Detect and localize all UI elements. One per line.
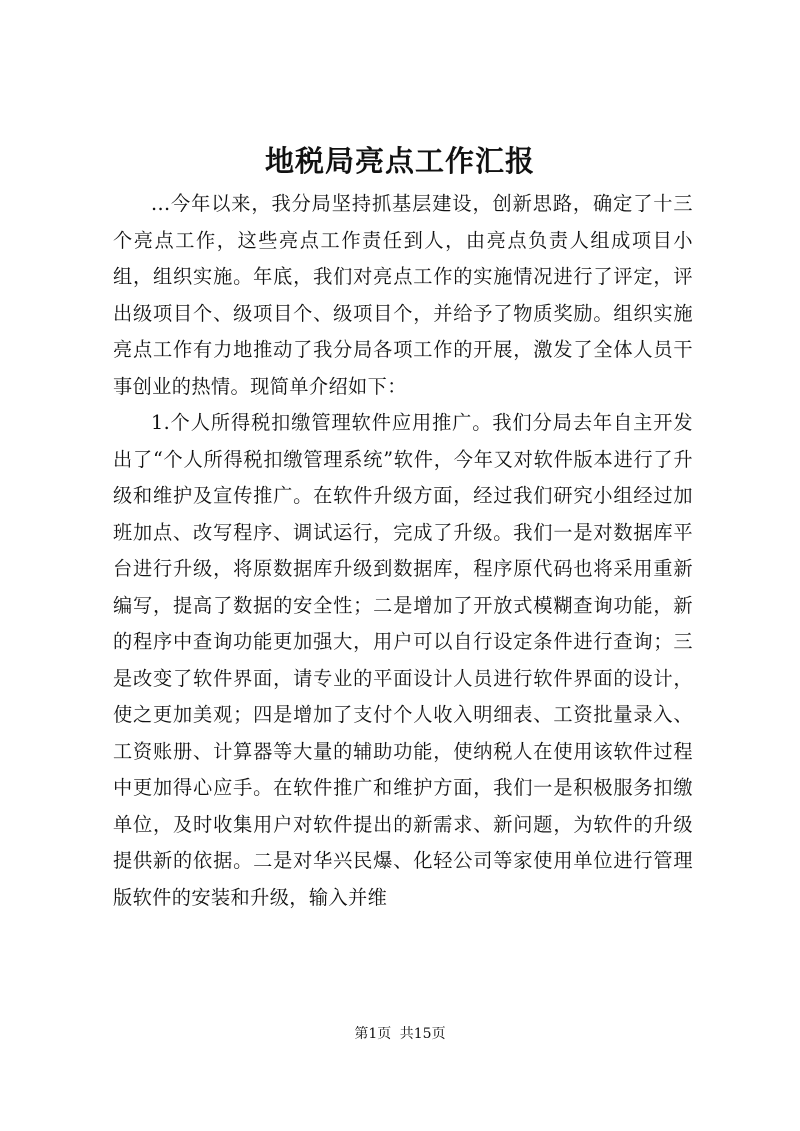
page-footer xyxy=(0,1024,800,1044)
document-body xyxy=(113,186,693,916)
paragraph-intro: ...今年以来，我分局坚持抓基层建设，创新思路，确定了十三个亮点工作，这些亮点工作责任到人，由亮点负责人组成项目小组，组织实施。年底，我们对亮点工作的实施情况进行了评定，评出级项目个、级项目个、级项目个，并给予了物质奖励。组织实施亮点工作有力地推动了我分局各项工作的开展，激发了全体人员干事创业的热情。现简单介绍如下： xyxy=(113,192,693,398)
document-title: 地税局亮点工作汇报 xyxy=(264,144,535,178)
paragraph-item-1: 1.个人所得税扣缴管理软件应用推广。我们分局去年自主开发出了“个人所得税扣缴管理系统”软件，今年又对软件版本进行了升级和维护及宣传推广。在软件升级方面，经过我们研究小组经过加班加点、改写程序、调试运行，完成了升级。我们一是对数据库平台进行升级，将原数据库升级到数据库，程序原代码也将采用重新编写，提高了数据的安全性；二是增加了开放式模糊查询功能，新的程序中查询功能更加强大，用户可以自行设定条件进行查询；三是改变了软件界面，请专业的平面设计人员进行软件界面的设计，使之更加美观；四是增加了支付个人收入明细表、工资批量录入、工资账册、计算器等大量的辅助功能，使纳税人在使用该软件过程中更加得心应手。在软件推广和维护方面，我们一是积极服务扣缴单位，及时收集用户对软件提出的新需求、新问题，为软件的升级提供新的依据。二是对华兴民爆、化轻公司等家使用单位进行管理版软件的安装和升级，输入并维 xyxy=(113,411,693,909)
page-number: 第1页 xyxy=(354,1026,392,1042)
page-total: 共15页 xyxy=(399,1026,446,1042)
